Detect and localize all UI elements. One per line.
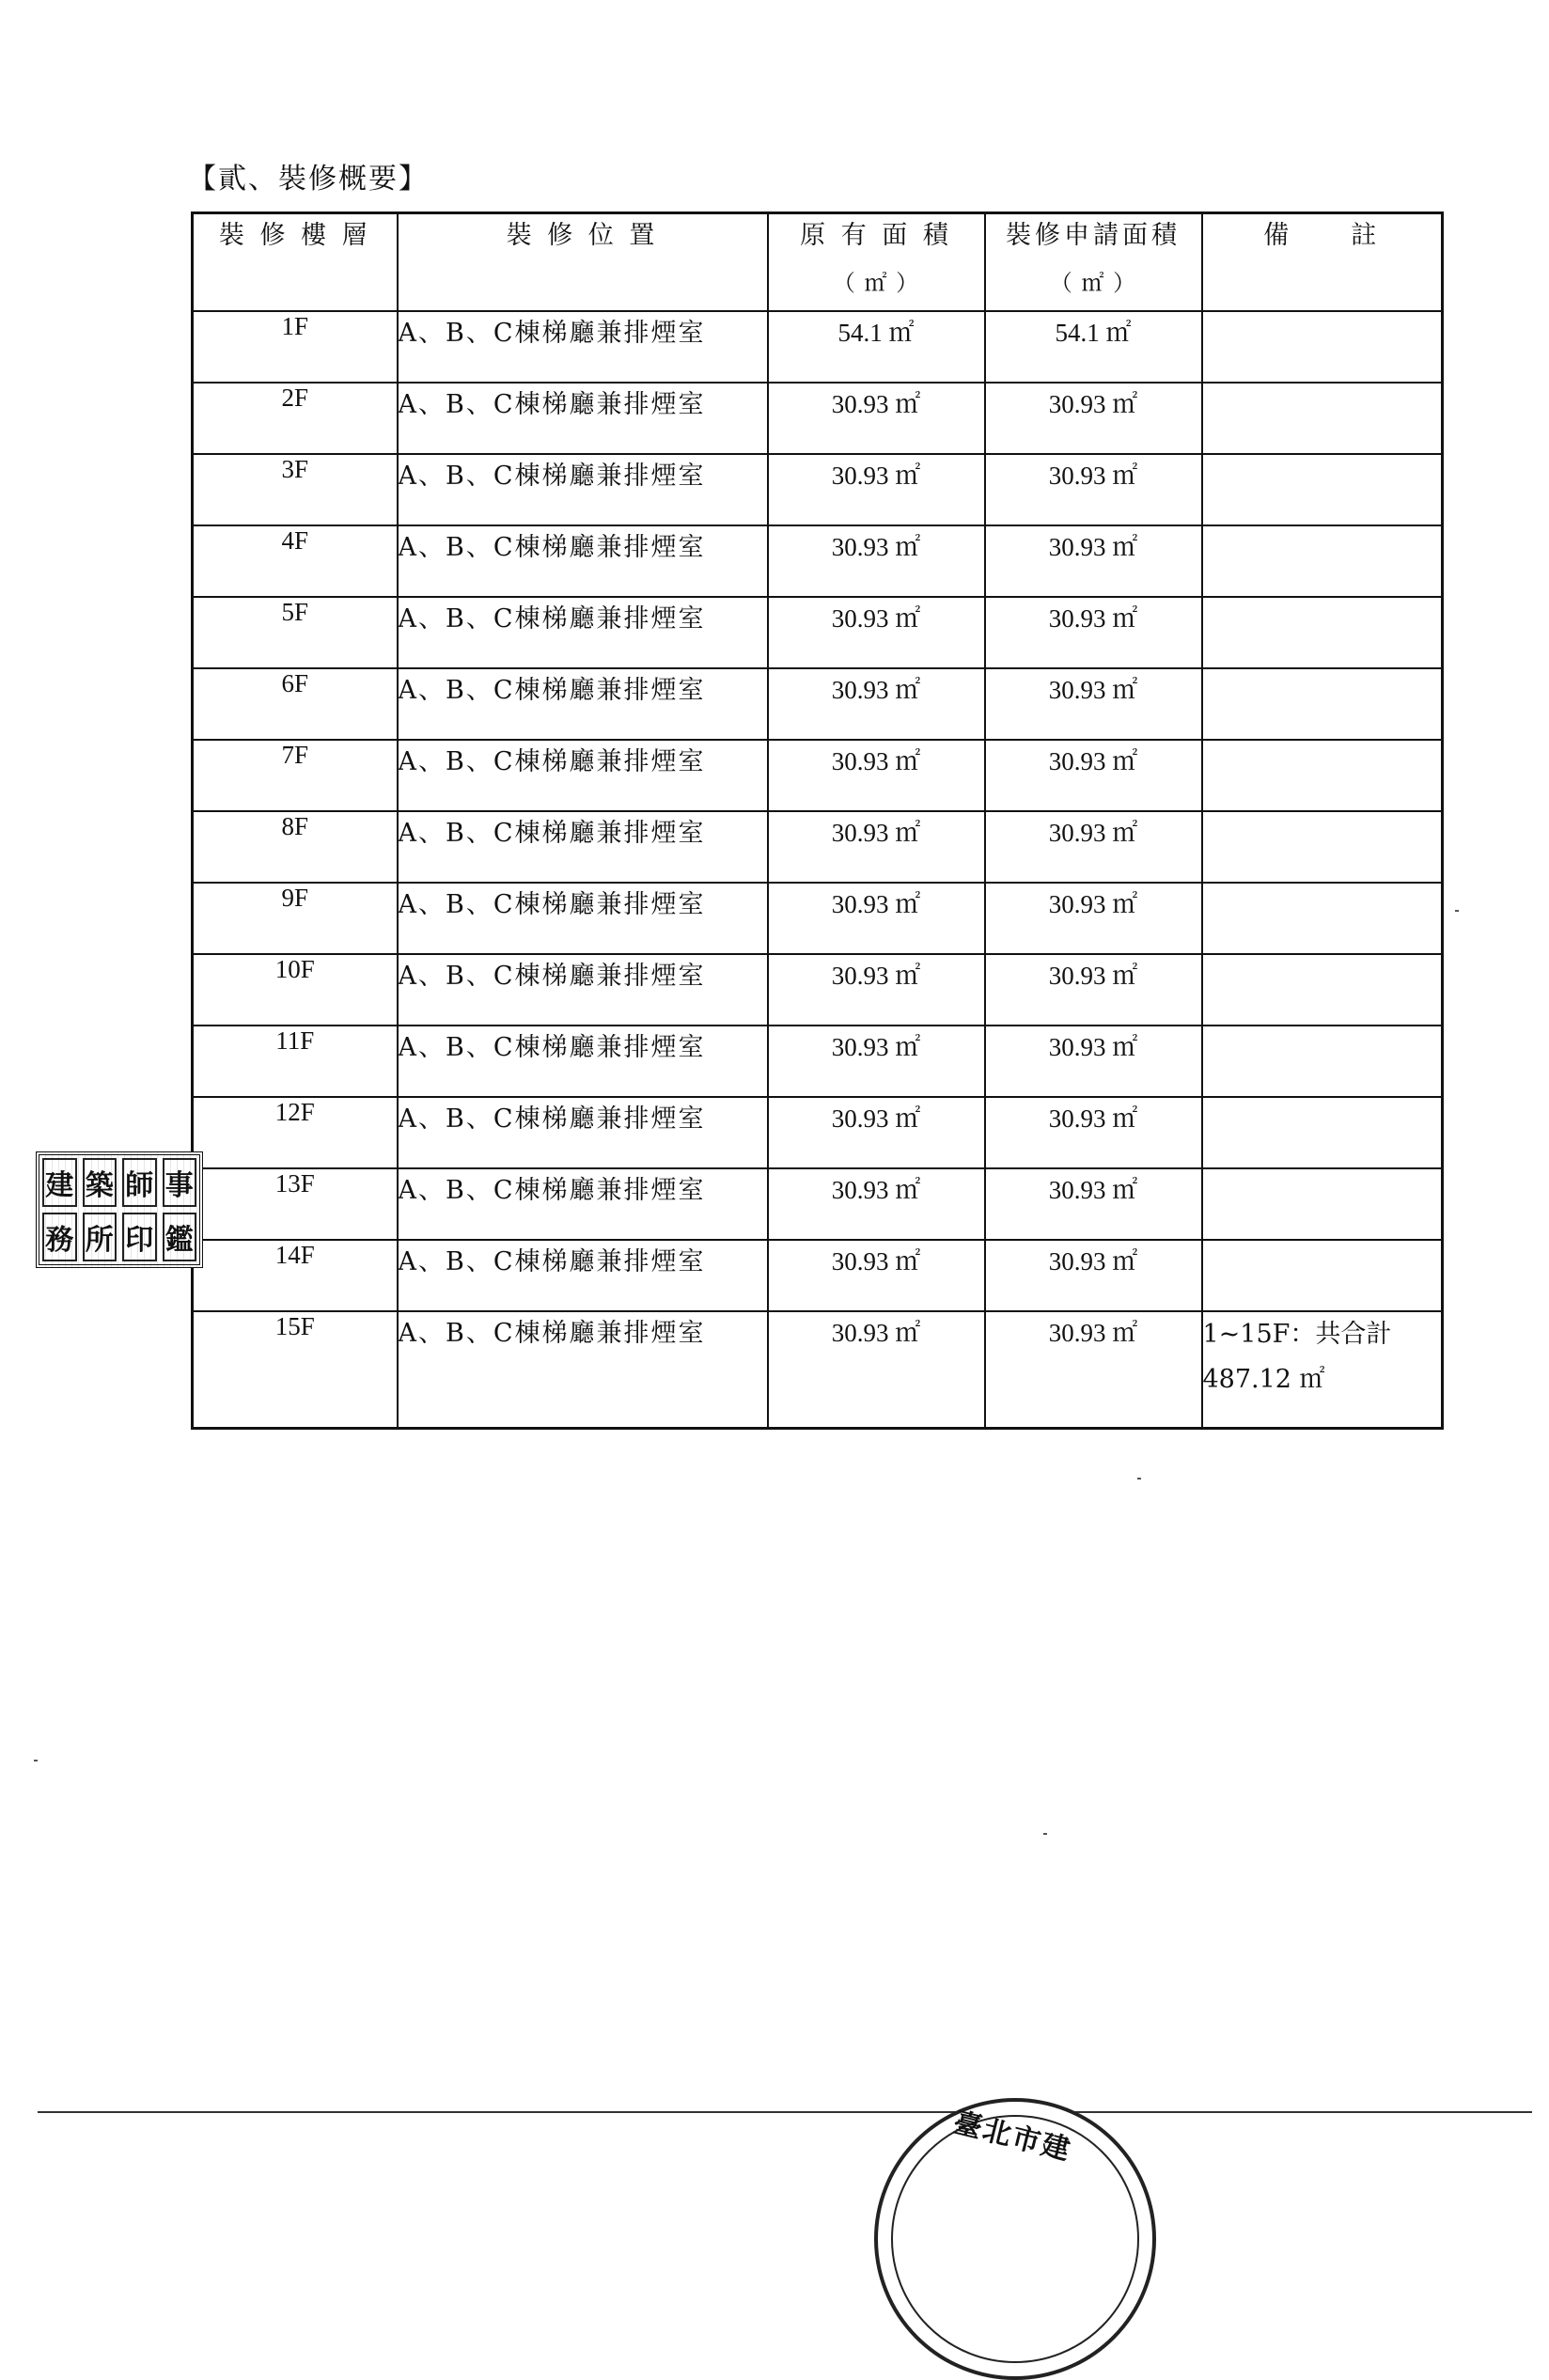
scan-speck [34, 1760, 38, 1762]
original-area-cell: 30.93 ㎡ [768, 668, 985, 740]
applied-area-cell: 30.93 ㎡ [985, 597, 1202, 668]
renovation-summary-table [191, 211, 1444, 1430]
location-cell: A、B、C棟梯廳兼排煙室 [398, 1097, 768, 1168]
remarks-cell [1202, 740, 1443, 811]
scan-speck [1137, 1478, 1141, 1480]
floor-cell: 7F [193, 740, 398, 811]
applied-area-cell: 30.93 ㎡ [985, 668, 1202, 740]
location-cell: A、B、C棟梯廳兼排煙室 [398, 311, 768, 383]
original-area-cell: 30.93 ㎡ [768, 883, 985, 954]
floor-cell: 10F [193, 954, 398, 1026]
seal-char: 印 [122, 1213, 157, 1261]
seal-bottom-text: 臺北市建 [949, 2106, 1075, 2168]
original-area-cell: 30.93 ㎡ [768, 525, 985, 597]
applied-area-cell: 30.93 ㎡ [985, 954, 1202, 1026]
header-original-area-unit: （ ㎡ ） [832, 270, 920, 296]
table-row [193, 668, 1443, 740]
seal-char: 事 [163, 1158, 197, 1207]
original-area-cell: 30.93 ㎡ [768, 1097, 985, 1168]
location-cell: A、B、C棟梯廳兼排煙室 [398, 1168, 768, 1240]
remarks-cell [1202, 668, 1443, 740]
seal-char: 務 [42, 1213, 77, 1261]
seal-char: 築 [83, 1158, 117, 1207]
floor-cell: 9F [193, 883, 398, 954]
seal-char: 鑑 [163, 1213, 197, 1261]
applied-area-cell: 30.93 ㎡ [985, 740, 1202, 811]
remarks-cell [1202, 811, 1443, 883]
original-area-cell: 30.93 ㎡ [768, 954, 985, 1026]
location-cell: A、B、C棟梯廳兼排煙室 [398, 454, 768, 525]
table-row [193, 954, 1443, 1026]
applied-area-cell: 30.93 ㎡ [985, 1168, 1202, 1240]
original-area-cell: 30.93 ㎡ [768, 1311, 985, 1428]
header-floor: 裝 修 樓 層 [193, 213, 398, 312]
remarks-cell [1202, 311, 1443, 383]
floor-cell: 1F [193, 311, 398, 383]
location-cell: A、B、C棟梯廳兼排煙室 [398, 383, 768, 454]
table-row [193, 1168, 1443, 1240]
original-area-cell: 30.93 ㎡ [768, 740, 985, 811]
location-cell: A、B、C棟梯廳兼排煙室 [398, 954, 768, 1026]
original-area-cell: 30.93 ㎡ [768, 454, 985, 525]
table-row [193, 811, 1443, 883]
location-cell: A、B、C棟梯廳兼排煙室 [398, 883, 768, 954]
remarks-total: 487.12 ㎡ [1202, 1365, 1325, 1394]
scan-speck [1455, 910, 1459, 912]
applied-area-cell: 30.93 ㎡ [985, 525, 1202, 597]
table-row [193, 1097, 1443, 1168]
header-applied-area-label: 裝修申請面積 [1006, 221, 1181, 250]
seal-char: 師 [122, 1158, 157, 1207]
location-cell: A、B、C棟梯廳兼排煙室 [398, 1026, 768, 1097]
table-row [193, 740, 1443, 811]
remarks-cell [1202, 525, 1443, 597]
section-title: 【貳、裝修概要】 [188, 163, 429, 196]
applied-area-cell: 30.93 ㎡ [985, 1240, 1202, 1311]
header-remarks: 備 註 [1202, 213, 1443, 312]
applied-area-cell: 30.93 ㎡ [985, 1026, 1202, 1097]
floor-cell: 12F [193, 1097, 398, 1168]
table-body [193, 311, 1443, 1428]
table-row [193, 525, 1443, 597]
applied-area-cell: 30.93 ㎡ [985, 1311, 1202, 1428]
location-cell: A、B、C棟梯廳兼排煙室 [398, 811, 768, 883]
header-applied-area [985, 213, 1202, 312]
table-row [193, 1240, 1443, 1311]
original-area-cell: 30.93 ㎡ [768, 383, 985, 454]
original-area-cell: 30.93 ㎡ [768, 1026, 985, 1097]
remarks-cell [1202, 1311, 1443, 1428]
table-row [193, 311, 1443, 383]
original-area-cell: 30.93 ㎡ [768, 1240, 985, 1311]
original-area-cell: 54.1 ㎡ [768, 311, 985, 383]
floor-cell: 8F [193, 811, 398, 883]
table-row [193, 383, 1443, 454]
location-cell: A、B、C棟梯廳兼排煙室 [398, 668, 768, 740]
floor-cell: 4F [193, 525, 398, 597]
location-cell: A、B、C棟梯廳兼排煙室 [398, 740, 768, 811]
footer-rule [38, 2111, 1532, 2113]
original-area-cell: 30.93 ㎡ [768, 811, 985, 883]
floor-cell: 13F [193, 1168, 398, 1240]
remarks-cell [1202, 1240, 1443, 1311]
location-cell: A、B、C棟梯廳兼排煙室 [398, 525, 768, 597]
floor-cell: 3F [193, 454, 398, 525]
floor-cell: 14F [193, 1240, 398, 1311]
location-cell: A、B、C棟梯廳兼排煙室 [398, 1240, 768, 1311]
seal-char: 所 [83, 1213, 117, 1261]
table-row [193, 454, 1443, 525]
applied-area-cell: 30.93 ㎡ [985, 811, 1202, 883]
seal-char: 建 [42, 1158, 77, 1207]
location-cell: A、B、C棟梯廳兼排煙室 [398, 597, 768, 668]
floor-cell: 6F [193, 668, 398, 740]
location-cell: A、B、C棟梯廳兼排煙室 [398, 1311, 768, 1428]
header-original-area [768, 213, 985, 312]
remarks-cell [1202, 597, 1443, 668]
remarks-cell [1202, 1097, 1443, 1168]
floor-cell: 5F [193, 597, 398, 668]
remarks-cell [1202, 1168, 1443, 1240]
remarks-cell [1202, 383, 1443, 454]
applied-area-cell: 30.93 ㎡ [985, 1097, 1202, 1168]
scan-speck [1043, 1833, 1047, 1835]
floor-cell: 2F [193, 383, 398, 454]
remarks-cell [1202, 454, 1443, 525]
remarks-line: 1~15F：共合計 [1202, 1320, 1392, 1349]
remarks-cell [1202, 883, 1443, 954]
applied-area-cell: 30.93 ㎡ [985, 454, 1202, 525]
city-government-seal [874, 2098, 1156, 2380]
table-row [193, 883, 1443, 954]
floor-cell: 11F [193, 1026, 398, 1097]
remarks-cell [1202, 954, 1443, 1026]
applied-area-cell: 30.93 ㎡ [985, 383, 1202, 454]
remarks-cell [1202, 1026, 1443, 1097]
table-row [193, 597, 1443, 668]
floor-cell: 15F [193, 1311, 398, 1428]
header-location: 裝 修 位 置 [398, 213, 768, 312]
table-row [193, 1311, 1443, 1428]
table-header-row [193, 213, 1443, 312]
architect-seal [36, 1151, 203, 1268]
original-area-cell: 30.93 ㎡ [768, 597, 985, 668]
table-row [193, 1026, 1443, 1097]
applied-area-cell: 30.93 ㎡ [985, 883, 1202, 954]
header-original-area-label: 原 有 面 積 [800, 221, 952, 250]
header-applied-area-unit: （ ㎡ ） [1049, 270, 1137, 296]
applied-area-cell: 54.1 ㎡ [985, 311, 1202, 383]
original-area-cell: 30.93 ㎡ [768, 1168, 985, 1240]
